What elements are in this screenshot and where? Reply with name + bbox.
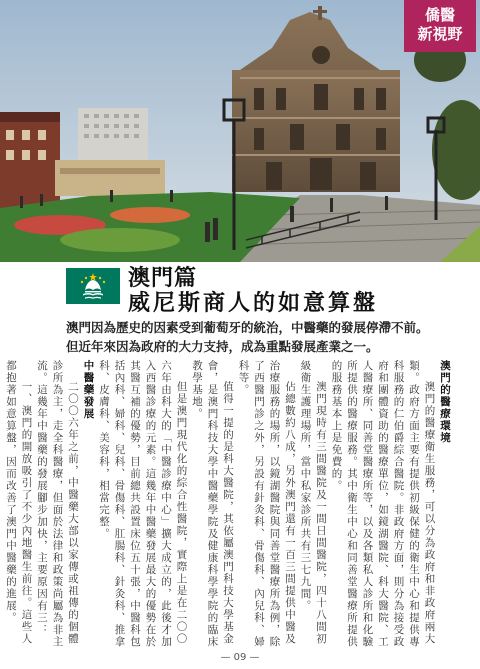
body-paragraph: 佔總數約八成，另外澳門還有一百三間提供中醫及治療服務的場所，以鏡湖醫院與同善堂醫療所為例，除了西醫門診之外，另設有針灸科、骨傷科、內兒科、婦科等。	[237, 360, 296, 648]
section-continued	[96, 360, 298, 650]
section-heading: 澳門的醫療環境	[439, 360, 451, 444]
section-tag-line-2: 新視野	[417, 25, 463, 43]
body-paragraph: 一、澳門的開放吸引了不少內地醫生前往。這些人都抱著如意算盤，因而改善了澳門中醫藥的進展。	[5, 360, 33, 645]
body-paragraph: 澳門現時有三間醫院及一間日間醫院，四十八間初級衛生護理場所，當中私家診所共有三七九間。	[299, 360, 327, 645]
article-body	[5, 360, 452, 650]
section-tcm-development	[3, 360, 96, 650]
body-paragraph: 澳門的醫療衛生服務，可以分為政府和非政府兩大類。政府方面主要有提供初級保健的衛生中心和提供專科服務的仁伯爵綜合醫院。非政府方面，則分為接受政府和團體資助的醫療單位，如鏡湖醫院、科大醫院、工人醫療所、同善堂醫療所等，以及各類私人診所和化驗所提供的醫療服務。其中衛生中心和同善堂醫療所提供的服務基本上是免費的。	[330, 360, 436, 648]
title-sub: 威尼斯商人的如意算盤	[128, 290, 379, 316]
lead-paragraph	[66, 318, 450, 356]
section-medical-environment	[297, 360, 452, 650]
lead-line-2: 但近年來因為政府的大力支持，成為重點發展產業之一。	[66, 339, 379, 354]
body-paragraph: 值得一提的是科大醫院，其依屬澳門科技大學基金會，是澳門科技大學中醫藥學院及健康科學學院的臨床教學基地。	[191, 360, 234, 648]
title-main: 澳門篇	[128, 265, 198, 291]
section-heading: 中醫藥發展	[82, 360, 95, 420]
article-title	[128, 266, 378, 316]
body-paragraph: 二〇〇六年之前，中醫藥大部以家傳或祖傳的個體診所為主，走全科醫療，但面於法律和政策尚屬為非主流。這幾年中醫藥的發展腳步加快，主要原因有三：	[36, 360, 79, 648]
macau-flag-icon	[66, 268, 120, 304]
page-number: — 09 —	[220, 652, 260, 663]
section-tag-line-1: 僑醫	[424, 6, 455, 24]
section-tag	[404, 0, 476, 52]
body-paragraph: 但是澳門現代化的綜合性醫院，實際上是在二〇〇六年由科大的「中醫診療中心」擴大成立的，此後才加入西醫診療的元素。這幾年中醫藥發展最大的優勢在於其醫互補的優勢，目前總共設置床位五十張，中醫科包括內科、婦科、兒科、骨傷科、肛腸科、針灸科、推拿科、皮膚科、美容科，相當完整。	[98, 360, 188, 648]
lead-line-1: 澳門因為歷史的因素受到葡萄牙的統治，中醫藥的發展停滯不前。	[66, 320, 429, 335]
